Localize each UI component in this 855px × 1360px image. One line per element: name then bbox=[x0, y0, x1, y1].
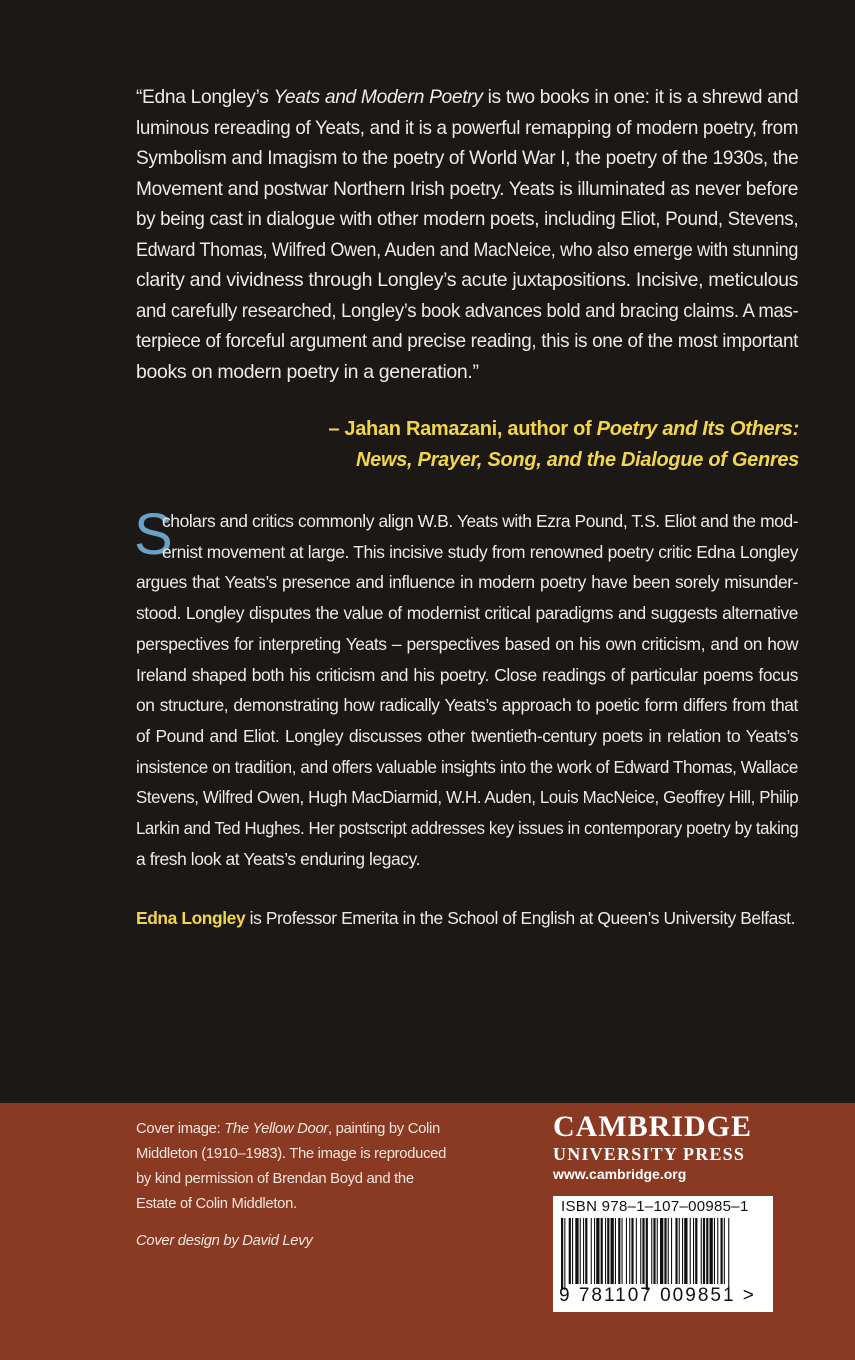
barcode-bar bbox=[668, 1218, 669, 1284]
barcode-bar bbox=[706, 1218, 708, 1284]
attribution-author: – Jahan Ramazani, author of bbox=[328, 418, 597, 440]
barcode-bar bbox=[651, 1218, 652, 1284]
quote-line bbox=[136, 296, 798, 327]
barcode-bar bbox=[710, 1218, 713, 1284]
quote-line bbox=[136, 235, 798, 266]
endorsement-quote bbox=[136, 82, 798, 387]
barcode-bar bbox=[618, 1218, 620, 1284]
barcode-bar bbox=[601, 1218, 603, 1284]
credit-line-3: by kind permission of Brendan Boyd and the bbox=[136, 1171, 414, 1187]
barcode-bar bbox=[607, 1218, 609, 1284]
description-line: ernist movement at large. This incisive study from renowned poetry critic Edna Longley bbox=[162, 541, 798, 562]
credit-line-4: Estate of Colin Middleton. bbox=[136, 1196, 297, 1212]
book-description bbox=[134, 502, 799, 874]
barcode-bar bbox=[721, 1218, 723, 1284]
barcode-bar bbox=[642, 1218, 644, 1284]
drop-cap-letter: S bbox=[134, 502, 173, 567]
barcode-bar bbox=[594, 1218, 595, 1284]
quote-text: Symbolism and Imagism to the poetry of World War I, the poetry of the 1930s, the bbox=[136, 147, 799, 169]
quote-line bbox=[136, 326, 798, 357]
quote-text: books on modern poetry in a generation.” bbox=[136, 360, 479, 383]
barcode-bar bbox=[671, 1218, 672, 1284]
painting-title: The Yellow Door bbox=[224, 1121, 329, 1137]
barcode-bar bbox=[626, 1218, 627, 1284]
quote-line bbox=[136, 265, 798, 296]
quote-line bbox=[136, 143, 798, 174]
author-name: Edna Longley bbox=[136, 908, 246, 928]
barcode-bar bbox=[615, 1218, 616, 1284]
barcode-bar bbox=[675, 1218, 677, 1284]
description-line: cholars and critics commonly align W.B. Yeats with Ezra Pound, T.S. Eliot and the mod- bbox=[162, 511, 799, 531]
description-line: of Pound and Eliot. Longley discusses other twentieth-century poets in relation to Yeats’s bbox=[136, 725, 798, 746]
barcode-bar bbox=[561, 1218, 563, 1290]
quote-line bbox=[136, 113, 798, 144]
quote-text: and carefully researched, Longley’s book advances bold and bracing claims. A mas- bbox=[136, 299, 799, 322]
cover-design-credit: Cover design by David Levy bbox=[136, 1233, 313, 1249]
barcode-bar bbox=[724, 1218, 725, 1284]
barcode-bar bbox=[591, 1218, 592, 1284]
barcode-bar bbox=[575, 1218, 578, 1284]
barcode-digits: 9 781107 009851 > bbox=[559, 1285, 756, 1306]
barcode-bar bbox=[660, 1218, 663, 1284]
barcode-bar bbox=[717, 1218, 718, 1284]
barcode-bar bbox=[701, 1218, 702, 1284]
barcode-bar bbox=[653, 1218, 655, 1284]
barcode-bar bbox=[664, 1218, 666, 1284]
quote-text: by being cast in dialogue with other modern poets, including Eliot, Pound, Stevens, bbox=[136, 208, 799, 230]
author-bio bbox=[136, 903, 816, 934]
description-line: perspectives for interpreting Yeats – perspectives based on his own criticism, and on how bbox=[136, 633, 798, 654]
description-line: argues that Yeats’s presence and influence in modern poetry have been sorely misunder- bbox=[136, 572, 798, 593]
quote-line bbox=[136, 357, 798, 388]
author-bio-text: is Professor Emerita in the School of English at Queen’s University Belfast. bbox=[245, 908, 796, 928]
barcode-bar bbox=[693, 1218, 694, 1284]
barcode-bar bbox=[596, 1218, 599, 1284]
description-line: Ireland shaped both his criticism and his poetry. Close readings of particular poems focus bbox=[136, 664, 798, 685]
publisher-url: www.cambridge.org bbox=[553, 1166, 687, 1182]
barcode-bar bbox=[585, 1218, 587, 1284]
barcode-bar bbox=[636, 1218, 637, 1284]
barcode-bar bbox=[690, 1218, 691, 1284]
credit-prefix: Cover image: bbox=[136, 1121, 225, 1137]
barcode-bar bbox=[569, 1218, 571, 1284]
barcode-bar bbox=[622, 1218, 623, 1284]
barcode-bar bbox=[682, 1218, 683, 1284]
description-line: a fresh look at Yeats’s enduring legacy. bbox=[136, 848, 421, 869]
barcode-bar bbox=[640, 1218, 641, 1284]
cover-credits bbox=[136, 1117, 476, 1254]
barcode-bar bbox=[679, 1218, 680, 1284]
barcode-bar bbox=[703, 1218, 705, 1284]
barcode-bar bbox=[611, 1218, 614, 1284]
quote-text: clarity and vividness through Longley’s acute juxtapositions. Incisive, meticulous bbox=[136, 269, 798, 291]
endorsement-attribution bbox=[328, 414, 799, 476]
attribution-book-title-1: Poetry and Its Others: bbox=[596, 418, 799, 440]
credit-suffix: , painting by Colin bbox=[328, 1121, 440, 1137]
isbn-barcode bbox=[553, 1196, 773, 1312]
quote-text: is two books in one: it is a shrewd and bbox=[482, 86, 799, 108]
isbn-label: ISBN 978–1–107–00985–1 bbox=[561, 1198, 749, 1215]
quote-text: “Edna Longley’s bbox=[136, 86, 274, 108]
barcode-bar bbox=[583, 1218, 584, 1284]
barcode-bar bbox=[714, 1218, 715, 1284]
barcode-bar bbox=[695, 1218, 697, 1284]
description-line: insistence on tradition, and offers valuable insights into the work of Edward Thomas, Wallace bbox=[136, 756, 799, 777]
barcode-bar bbox=[657, 1218, 658, 1284]
barcode-bar bbox=[564, 1218, 565, 1290]
attribution-book-title-2: News, Prayer, Song, and the Dialogue of Genres bbox=[356, 449, 799, 471]
barcode-bar bbox=[728, 1218, 729, 1290]
quote-text: Movement and postwar Northern Irish poetry. Yeats is illuminated as never before bbox=[136, 177, 799, 200]
barcode-bar bbox=[572, 1218, 573, 1284]
barcode-bar bbox=[684, 1218, 687, 1284]
description-line: Larkin and Ted Hughes. Her postscript addresses key issues in contemporary poetry by taking bbox=[136, 818, 799, 839]
quote-line bbox=[136, 82, 798, 113]
quote-text: luminous rereading of Yeats, and it is a powerful remapping of modern poetry, from bbox=[136, 116, 799, 139]
description-line: Stevens, Wilfred Owen, Hugh MacDiarmid, W.H. Auden, Louis MacNeice, Geoffrey Hill, Philip bbox=[136, 787, 799, 808]
barcode-bar bbox=[580, 1218, 581, 1284]
barcode-bar bbox=[605, 1218, 606, 1284]
publisher-subtitle: UNIVERSITY PRESS bbox=[553, 1144, 746, 1164]
quote-line bbox=[136, 204, 798, 235]
barcode-bar bbox=[631, 1218, 633, 1284]
barcode-bar bbox=[629, 1218, 630, 1284]
description-line: stood. Longley disputes the value of modernist critical paradigms and suggests alternative bbox=[136, 603, 798, 624]
publisher-name: CAMBRIDGE bbox=[553, 1110, 753, 1143]
description-line: on structure, demonstrating how radically Yeats’s approach to poetic form differs from that bbox=[136, 695, 798, 716]
quote-text: terpiece of forceful argument and precise reading, this is one of the most important bbox=[136, 330, 799, 352]
credit-line-2: Middleton (1910–1983). The image is reproduced bbox=[136, 1146, 447, 1162]
quote-line bbox=[136, 174, 798, 205]
publisher-logo bbox=[553, 1110, 778, 1184]
quoted-book-title: Yeats and Modern Poetry bbox=[273, 86, 483, 108]
barcode-bar bbox=[646, 1218, 648, 1290]
quote-text: Edward Thomas, Wilfred Owen, Auden and MacNeice, who also emerge with stunning bbox=[136, 238, 799, 261]
